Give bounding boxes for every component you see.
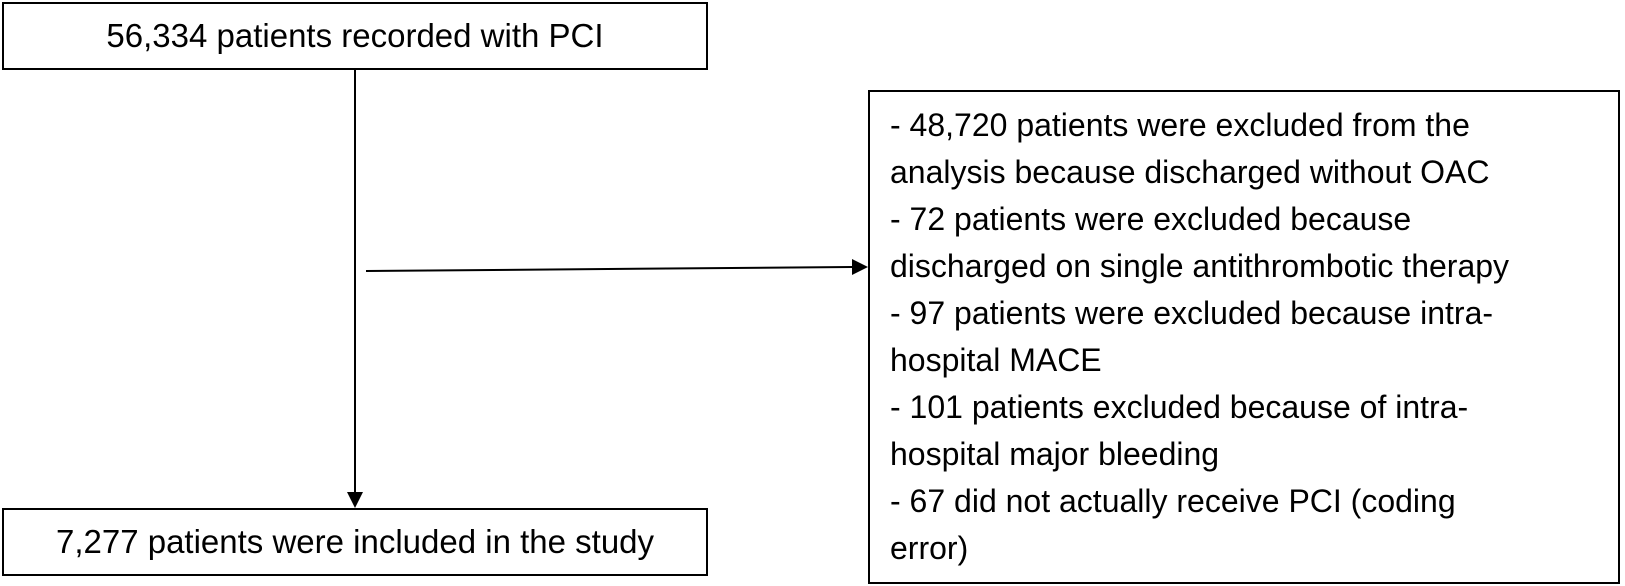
- exclusion-line: error): [890, 530, 969, 566]
- exclusion-line: analysis because discharged without OAC: [890, 154, 1490, 190]
- exclusions-box: [868, 90, 1620, 584]
- horizontal-arrowhead: [852, 259, 868, 275]
- exclusion-line: hospital major bleeding: [890, 436, 1220, 472]
- exclusion-line: - 97 patients were excluded because intra-: [890, 295, 1494, 331]
- exclusion-line: hospital MACE: [890, 342, 1102, 378]
- exclusion-line: - 48,720 patients were excluded from the: [890, 107, 1470, 143]
- exclusion-line: - 72 patients were excluded because: [890, 201, 1412, 237]
- start-box-text: 56,334 patients recorded with PCI: [106, 17, 604, 54]
- exclusion-line: discharged on single antithrombotic therapy: [890, 248, 1510, 284]
- horizontal-arrow: [366, 267, 852, 271]
- exclusion-line: - 67 did not actually receive PCI (coding: [890, 483, 1456, 519]
- start-box: [2, 2, 708, 70]
- exclusion-line: - 101 patients excluded because of intra-: [890, 389, 1469, 425]
- end-box: [2, 508, 708, 576]
- end-box-text: 7,277 patients were included in the study: [55, 523, 655, 560]
- vertical-arrowhead: [347, 492, 363, 508]
